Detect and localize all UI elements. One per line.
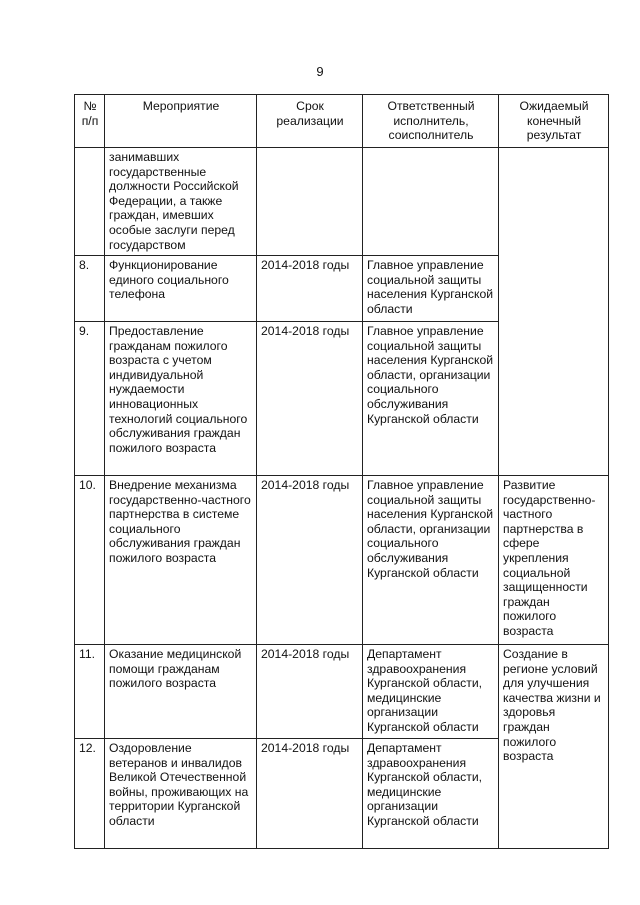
row-responsible: Главное управление социальной защиты населения Курганской области, организации социального обслуживания Курганской области: [363, 476, 499, 645]
row-term: 2014-2018 годы: [257, 256, 363, 322]
row-responsible: Главное управление социальной защиты населения Курганской области: [363, 256, 499, 322]
table-header-row: [75, 95, 609, 148]
row-result: Создание в регионе условий для улучшения качества жизни и здоровья граждан пожилого возраста: [499, 645, 609, 849]
row-event: занимавших государственные должности Российской Федерации, а также граждан, имевших особые заслуги перед государством: [105, 148, 257, 256]
table-row: [75, 476, 609, 645]
table-row: [75, 148, 609, 256]
row-term: 2014-2018 годы: [257, 645, 363, 739]
row-num: 10.: [75, 476, 105, 645]
row-num: 9.: [75, 322, 105, 476]
row-term: 2014-2018 годы: [257, 476, 363, 645]
row-event: Оздоровление ветеранов и инвалидов Великой Отечественной войны, проживающих на территории Курганской области: [105, 739, 257, 849]
row-term: 2014-2018 годы: [257, 739, 363, 849]
row-responsible: [363, 148, 499, 256]
row-num: [75, 148, 105, 256]
table-row: [75, 645, 609, 739]
header-responsible: Ответственный исполнитель, соисполнитель: [363, 95, 499, 148]
row-event: Функционирование единого социального телефона: [105, 256, 257, 322]
row-responsible: Департамент здравоохранения Курганской области, медицинские организации Курганской области: [363, 739, 499, 849]
row-num: 11.: [75, 645, 105, 739]
row-term: [257, 148, 363, 256]
row-num: 8.: [75, 256, 105, 322]
header-event: Мероприятие: [105, 95, 257, 148]
page-number: 9: [316, 64, 324, 79]
row-num: 12.: [75, 739, 105, 849]
header-result: Ожидаемый конечный результат: [499, 95, 609, 148]
row-result: Развитие государственно-частного партнерства в сфере укрепления социальной защищенности граждан пожилого возраста: [499, 476, 609, 645]
header-num: № п/п: [75, 95, 105, 148]
events-table: [74, 94, 609, 849]
row-event: Предоставление гражданам пожилого возраста с учетом индивидуальной нуждаемости инновационных технологий социального обслуживания граждан пожилого возраста: [105, 322, 257, 476]
row-term: 2014-2018 годы: [257, 322, 363, 476]
row-event: Оказание медицинской помощи гражданам пожилого возраста: [105, 645, 257, 739]
row-responsible: Департамент здравоохранения Курганской области, медицинские организации Курганской области: [363, 645, 499, 739]
row-event: Внедрение механизма государственно-частного партнерства в системе социального обслуживания граждан пожилого возраста: [105, 476, 257, 645]
header-term: Срок реализации: [257, 95, 363, 148]
row-responsible: Главное управление социальной защиты населения Курганской области, организации социального обслуживания Курганской области: [363, 322, 499, 476]
row-result-empty: [499, 148, 609, 476]
